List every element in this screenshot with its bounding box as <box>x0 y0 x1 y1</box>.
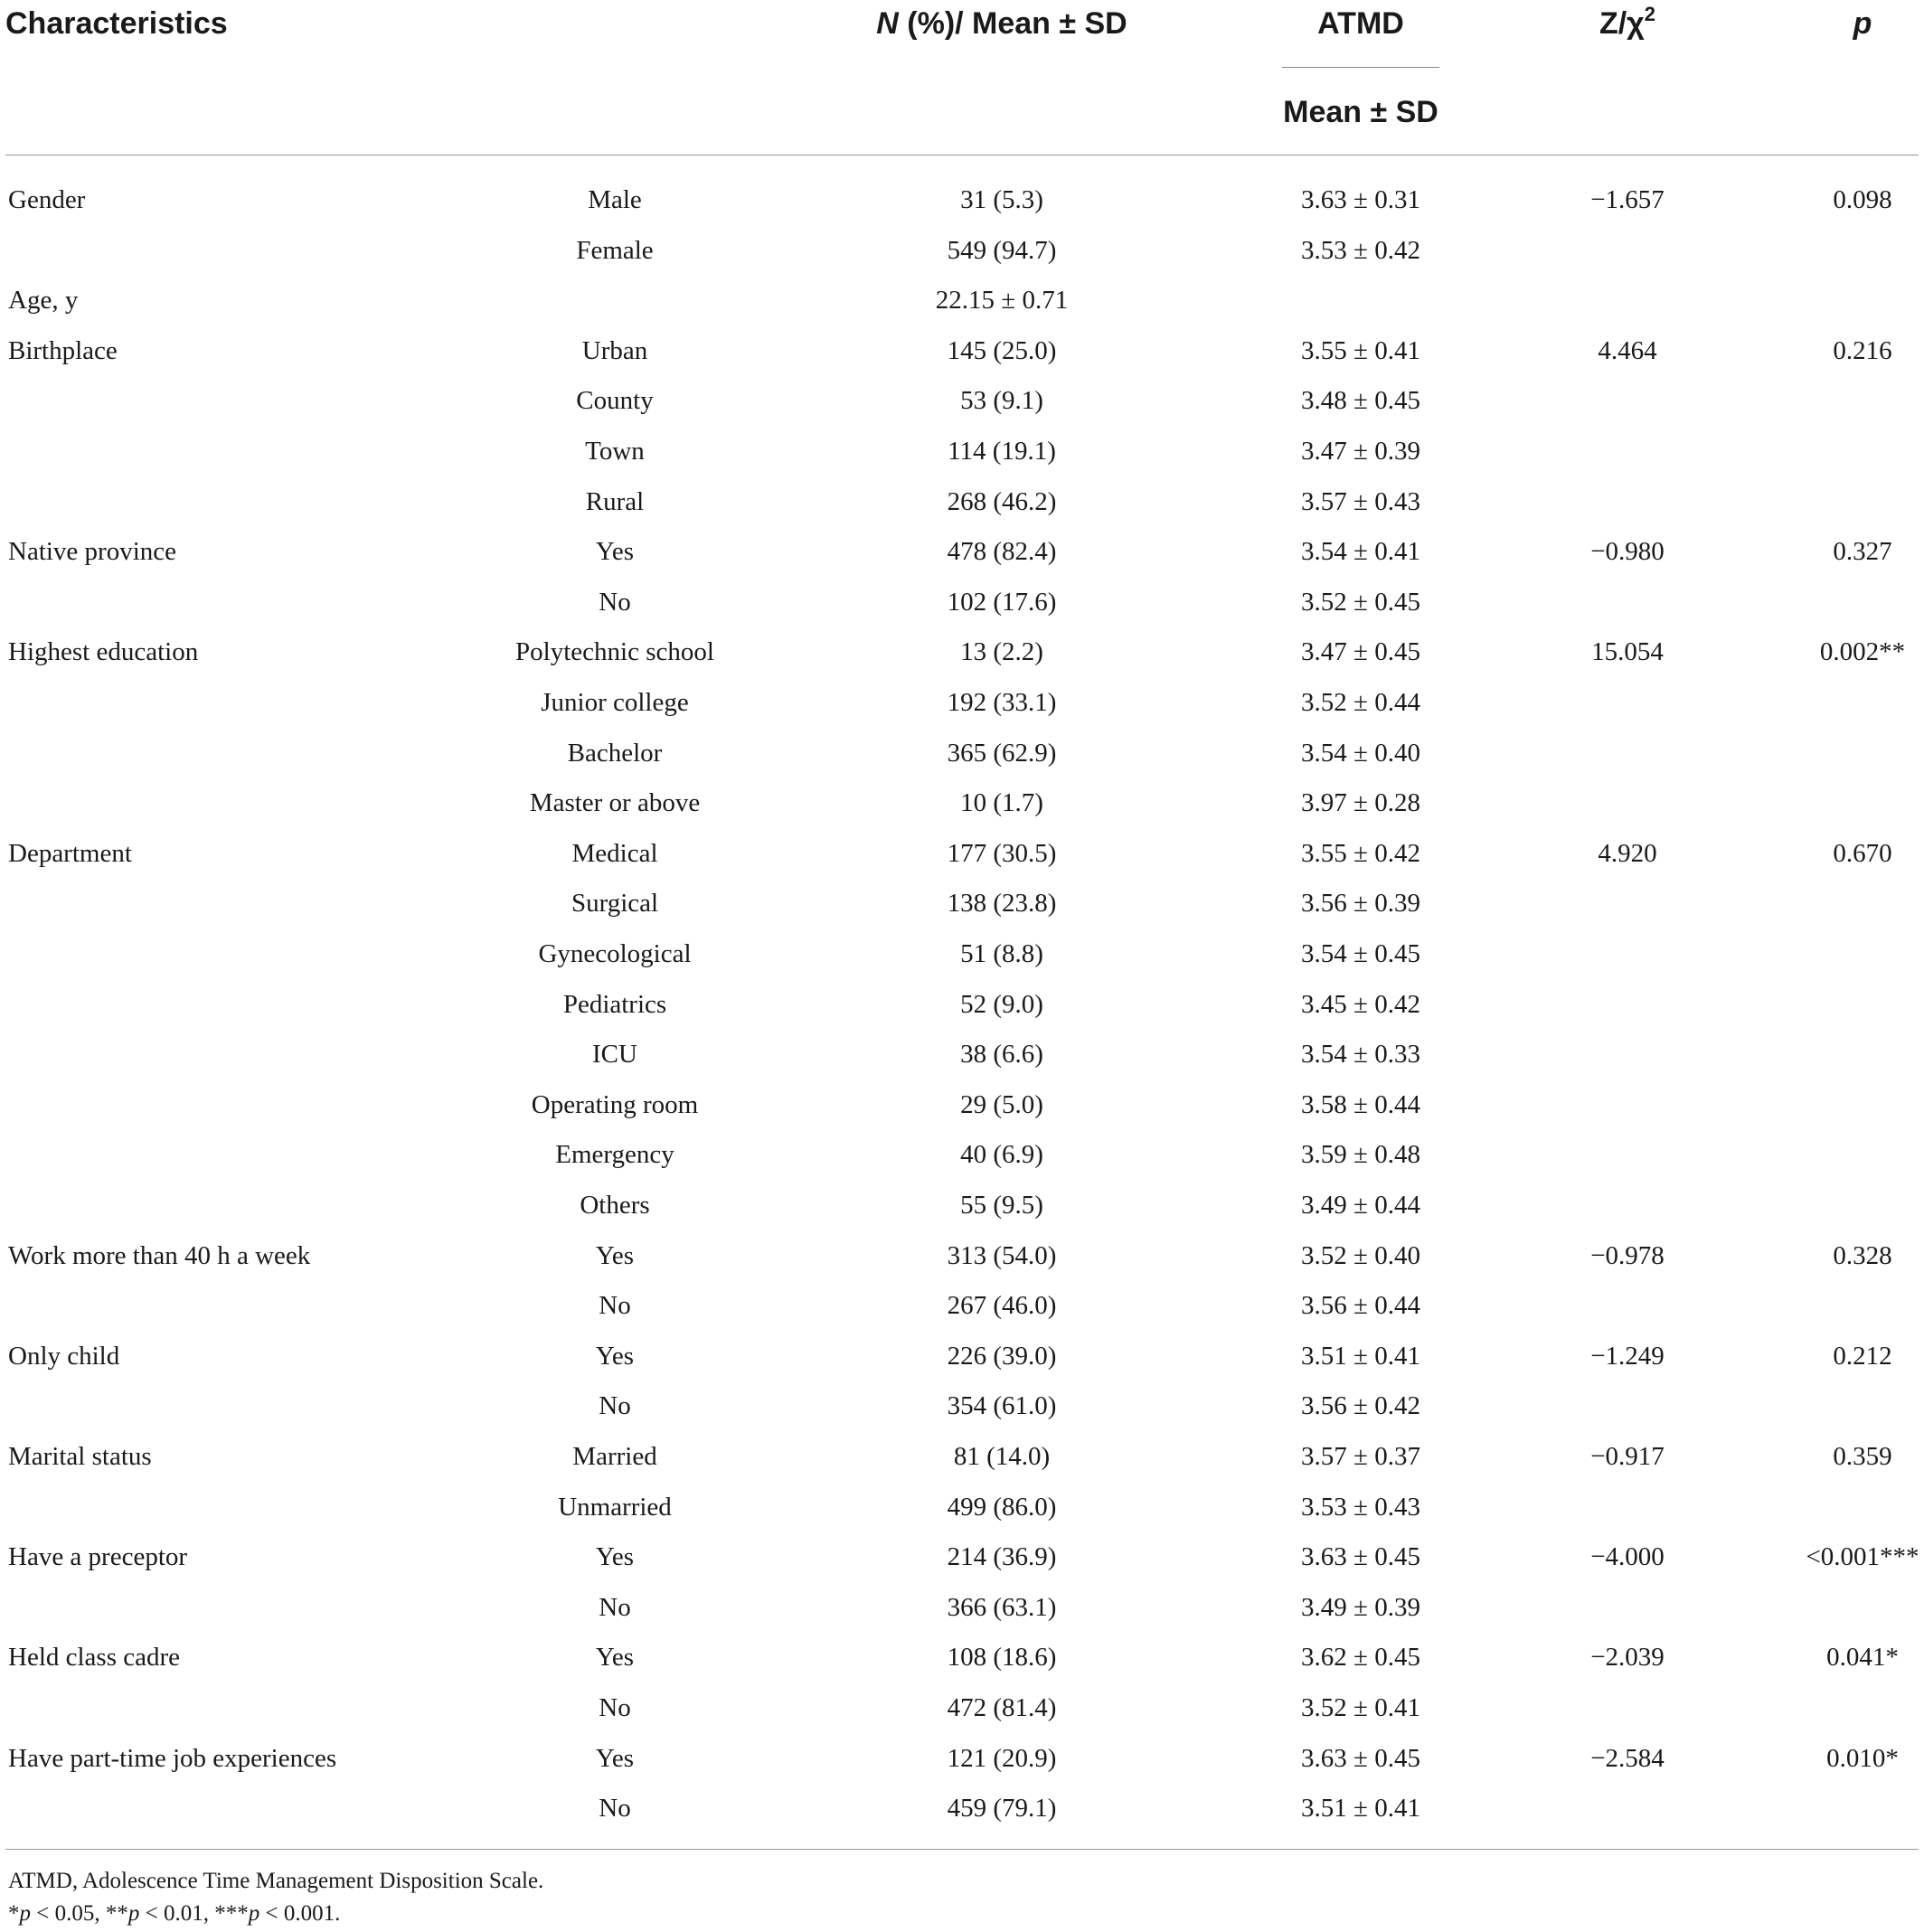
row-atmd-mean: 3.55 ± 0.41 <box>1301 336 1420 365</box>
row-category: Pediatrics <box>562 990 667 1019</box>
row-category: Gynecological <box>538 939 692 968</box>
row-p-value: 0.010* <box>1826 1744 1899 1773</box>
header-n-italic: N <box>876 6 899 41</box>
row-atmd-mean: 3.53 ± 0.43 <box>1301 1493 1420 1522</box>
row-atmd-mean: 3.55 ± 0.42 <box>1301 839 1420 868</box>
row-n-percent: 29 (5.0) <box>960 1090 1043 1119</box>
row-category: Yes <box>595 1542 635 1571</box>
table-row <box>0 728 1924 778</box>
row-n-percent: 145 (25.0) <box>947 336 1057 365</box>
header-z-base: Z/χ <box>1599 6 1645 41</box>
row-p-value: 0.041* <box>1826 1643 1899 1672</box>
row-category: Polytechnic school <box>515 637 714 666</box>
row-category: ICU <box>592 1040 637 1069</box>
row-atmd-mean: 3.57 ± 0.37 <box>1301 1442 1420 1471</box>
row-category: Yes <box>595 1643 635 1672</box>
row-n-percent: 138 (23.8) <box>947 889 1057 918</box>
row-category: Female <box>576 236 654 265</box>
row-category: County <box>576 386 654 415</box>
row-atmd-mean: 3.59 ± 0.48 <box>1301 1140 1420 1169</box>
table-row <box>0 174 1924 225</box>
row-atmd-mean: 3.56 ± 0.39 <box>1301 889 1420 918</box>
table-row <box>0 1129 1924 1180</box>
row-n-percent: 214 (36.9) <box>947 1542 1057 1571</box>
row-atmd-mean: 3.45 ± 0.42 <box>1301 990 1420 1019</box>
row-z-chi2: −0.978 <box>1590 1241 1665 1270</box>
table-row <box>0 928 1924 979</box>
row-p-value: 0.098 <box>1833 185 1892 214</box>
header-atmd-mean-sd: Mean ± SD <box>1283 95 1438 129</box>
row-category: Yes <box>595 1744 635 1773</box>
row-atmd-mean: 3.49 ± 0.39 <box>1301 1593 1420 1622</box>
row-label: Department <box>8 839 132 868</box>
row-atmd-mean: 3.48 ± 0.45 <box>1301 386 1420 415</box>
footnote-significance: *p < 0.05, **p < 0.01, ***p < 0.001. <box>8 1901 341 1926</box>
row-label: Gender <box>8 185 86 214</box>
row-category: Medical <box>571 839 658 868</box>
table-row <box>0 1531 1924 1582</box>
row-atmd-mean: 3.51 ± 0.41 <box>1301 1342 1420 1371</box>
row-z-chi2: 15.054 <box>1591 637 1664 666</box>
row-atmd-mean: 3.63 ± 0.45 <box>1301 1744 1420 1773</box>
row-n-percent: 268 (46.2) <box>947 487 1057 516</box>
table-row <box>0 577 1924 627</box>
row-n-percent: 102 (17.6) <box>947 588 1057 617</box>
table-row <box>0 1733 1924 1784</box>
row-z-chi2: 4.464 <box>1598 336 1657 365</box>
row-category: No <box>599 1593 631 1622</box>
table-row <box>0 1230 1924 1281</box>
row-n-percent: 40 (6.9) <box>960 1140 1043 1169</box>
row-category: Rural <box>585 487 645 516</box>
row-p-value: 0.212 <box>1833 1342 1892 1371</box>
row-label: Held class cadre <box>8 1643 181 1672</box>
row-label: Birthplace <box>8 336 118 365</box>
row-n-percent: 192 (33.1) <box>947 688 1057 717</box>
table-row <box>0 979 1924 1030</box>
table-row <box>0 375 1924 426</box>
row-category: Town <box>585 437 645 466</box>
table-row <box>0 778 1924 828</box>
table-bottom-divider <box>5 1849 1919 1850</box>
row-atmd-mean: 3.63 ± 0.31 <box>1301 185 1420 214</box>
row-n-percent: 53 (9.1) <box>960 386 1043 415</box>
table-row <box>0 1582 1924 1633</box>
row-label: Age, y <box>8 286 79 315</box>
row-atmd-mean: 3.57 ± 0.43 <box>1301 487 1420 516</box>
table-row <box>0 325 1924 376</box>
row-n-percent: 478 (82.4) <box>947 537 1057 566</box>
table-row <box>0 526 1924 577</box>
row-p-value: 0.328 <box>1833 1241 1892 1270</box>
row-n-percent: 226 (39.0) <box>947 1342 1057 1371</box>
table-row <box>0 1682 1924 1733</box>
table-row <box>0 1482 1924 1532</box>
table-row <box>0 476 1924 527</box>
row-category: Yes <box>595 1342 635 1371</box>
row-category: No <box>599 1391 631 1420</box>
row-atmd-mean: 3.54 ± 0.33 <box>1301 1040 1420 1069</box>
row-atmd-mean: 3.47 ± 0.39 <box>1301 437 1420 466</box>
table-row <box>0 878 1924 928</box>
row-n-percent: 10 (1.7) <box>960 788 1043 817</box>
row-n-percent: 31 (5.3) <box>960 185 1043 214</box>
row-atmd-mean: 3.49 ± 0.44 <box>1301 1191 1420 1220</box>
row-n-percent: 121 (20.9) <box>947 1744 1057 1773</box>
row-atmd-mean: 3.56 ± 0.42 <box>1301 1391 1420 1420</box>
row-category: No <box>599 588 631 617</box>
table-row <box>0 1431 1924 1482</box>
row-category: Emergency <box>555 1140 674 1169</box>
row-n-percent: 177 (30.5) <box>947 839 1057 868</box>
row-category: Male <box>588 185 642 214</box>
row-atmd-mean: 3.54 ± 0.45 <box>1301 939 1420 968</box>
table-row <box>0 1783 1924 1833</box>
row-n-percent: 114 (19.1) <box>948 437 1056 466</box>
row-category: Unmarried <box>558 1493 672 1522</box>
row-n-percent: 354 (61.0) <box>947 1391 1057 1420</box>
row-n-percent: 51 (8.8) <box>960 939 1043 968</box>
row-atmd-mean: 3.56 ± 0.44 <box>1301 1291 1420 1320</box>
header-n-mean-sd <box>868 5 1136 42</box>
row-atmd-mean: 3.52 ± 0.41 <box>1301 1693 1420 1722</box>
row-category: Surgical <box>571 889 659 918</box>
table-row <box>0 1079 1924 1130</box>
header-p: p <box>1853 6 1872 41</box>
row-n-percent: 366 (63.1) <box>947 1593 1057 1622</box>
row-z-chi2: 4.920 <box>1598 839 1657 868</box>
row-p-value: <0.001*** <box>1806 1542 1919 1571</box>
table-row <box>0 1180 1924 1230</box>
row-category: Yes <box>595 1241 635 1270</box>
table-row <box>0 275 1924 325</box>
row-z-chi2: −1.249 <box>1590 1342 1665 1371</box>
row-category: No <box>599 1291 631 1320</box>
footnote-abbreviation: ATMD, Adolescence Time Management Disposition Scale. <box>8 1869 544 1893</box>
row-n-percent: 459 (79.1) <box>947 1794 1057 1823</box>
row-n-percent: 108 (18.6) <box>947 1643 1057 1672</box>
row-n-percent: 472 (81.4) <box>947 1693 1057 1722</box>
table-row <box>0 1331 1924 1381</box>
row-z-chi2: −2.039 <box>1590 1643 1665 1672</box>
row-category: Master or above <box>529 788 701 817</box>
row-p-value: 0.359 <box>1833 1442 1892 1471</box>
row-label: Marital status <box>8 1442 152 1471</box>
row-label: Native province <box>8 537 177 566</box>
row-z-chi2: −0.917 <box>1590 1442 1665 1471</box>
table-row <box>0 627 1924 677</box>
row-category: Others <box>580 1191 650 1220</box>
row-p-value: 0.216 <box>1833 336 1892 365</box>
table-row <box>0 1029 1924 1079</box>
row-atmd-mean: 3.52 ± 0.40 <box>1301 1241 1420 1270</box>
table-row <box>0 426 1924 476</box>
header-z-sup: 2 <box>1644 3 1656 25</box>
table-row <box>0 828 1924 879</box>
header-atmd: ATMD <box>1317 6 1404 41</box>
row-n-percent: 313 (54.0) <box>947 1241 1057 1270</box>
row-n-percent: 81 (14.0) <box>953 1442 1051 1471</box>
row-atmd-mean: 3.54 ± 0.40 <box>1301 739 1420 768</box>
row-n-percent: 499 (86.0) <box>947 1493 1057 1522</box>
row-label: Highest education <box>8 637 199 666</box>
row-atmd-mean: 3.97 ± 0.28 <box>1301 788 1420 817</box>
row-n-percent: 13 (2.2) <box>960 637 1043 666</box>
row-label: Work more than 40 h a week <box>8 1241 311 1270</box>
row-category: No <box>599 1794 631 1823</box>
row-n-percent: 549 (94.7) <box>947 236 1057 265</box>
row-p-value: 0.327 <box>1833 537 1892 566</box>
row-category: No <box>599 1693 631 1722</box>
row-category: Yes <box>595 537 635 566</box>
row-atmd-mean: 3.51 ± 0.41 <box>1301 1794 1420 1823</box>
row-label: Have part-time job experiences <box>8 1744 337 1773</box>
row-label: Only child <box>8 1342 120 1371</box>
row-p-value: 0.002** <box>1819 637 1906 666</box>
row-atmd-mean: 3.52 ± 0.44 <box>1301 688 1420 717</box>
row-n-percent: 365 (62.9) <box>947 739 1057 768</box>
row-z-chi2: −0.980 <box>1590 537 1665 566</box>
row-z-chi2: −4.000 <box>1590 1542 1665 1571</box>
row-atmd-mean: 3.62 ± 0.45 <box>1301 1643 1420 1672</box>
row-atmd-mean: 3.52 ± 0.45 <box>1301 588 1420 617</box>
row-atmd-mean: 3.58 ± 0.44 <box>1301 1090 1420 1119</box>
row-category: Junior college <box>541 688 689 717</box>
row-n-percent: 55 (9.5) <box>960 1191 1043 1220</box>
row-category: Urban <box>581 336 648 365</box>
row-category: Bachelor <box>567 739 663 768</box>
row-label: Have a preceptor <box>8 1542 188 1571</box>
table-row <box>0 1280 1924 1331</box>
row-z-chi2: −2.584 <box>1590 1744 1665 1773</box>
header-atmd-underline <box>1282 67 1439 68</box>
row-atmd-mean: 3.63 ± 0.45 <box>1301 1542 1420 1571</box>
row-category: Married <box>572 1442 657 1471</box>
row-n-percent: 22.15 ± 0.71 <box>935 286 1069 315</box>
row-atmd-mean: 3.47 ± 0.45 <box>1301 637 1420 666</box>
row-atmd-mean: 3.53 ± 0.42 <box>1301 236 1420 265</box>
table-row <box>0 225 1924 276</box>
row-n-percent: 267 (46.0) <box>947 1291 1057 1320</box>
table-row <box>0 1632 1924 1682</box>
row-n-percent: 38 (6.6) <box>960 1040 1043 1069</box>
row-category: Operating room <box>531 1090 699 1119</box>
header-characteristics: Characteristics <box>5 6 228 41</box>
row-n-percent: 52 (9.0) <box>960 990 1043 1019</box>
table-row <box>0 1381 1924 1431</box>
header-z-chi2 <box>1537 5 1718 42</box>
table-row <box>0 677 1924 728</box>
header-n-rest: (%)/ Mean ± SD <box>898 6 1127 41</box>
row-p-value: 0.670 <box>1833 839 1892 868</box>
row-atmd-mean: 3.54 ± 0.41 <box>1301 537 1420 566</box>
header-divider <box>5 155 1919 156</box>
row-z-chi2: −1.657 <box>1590 185 1665 214</box>
